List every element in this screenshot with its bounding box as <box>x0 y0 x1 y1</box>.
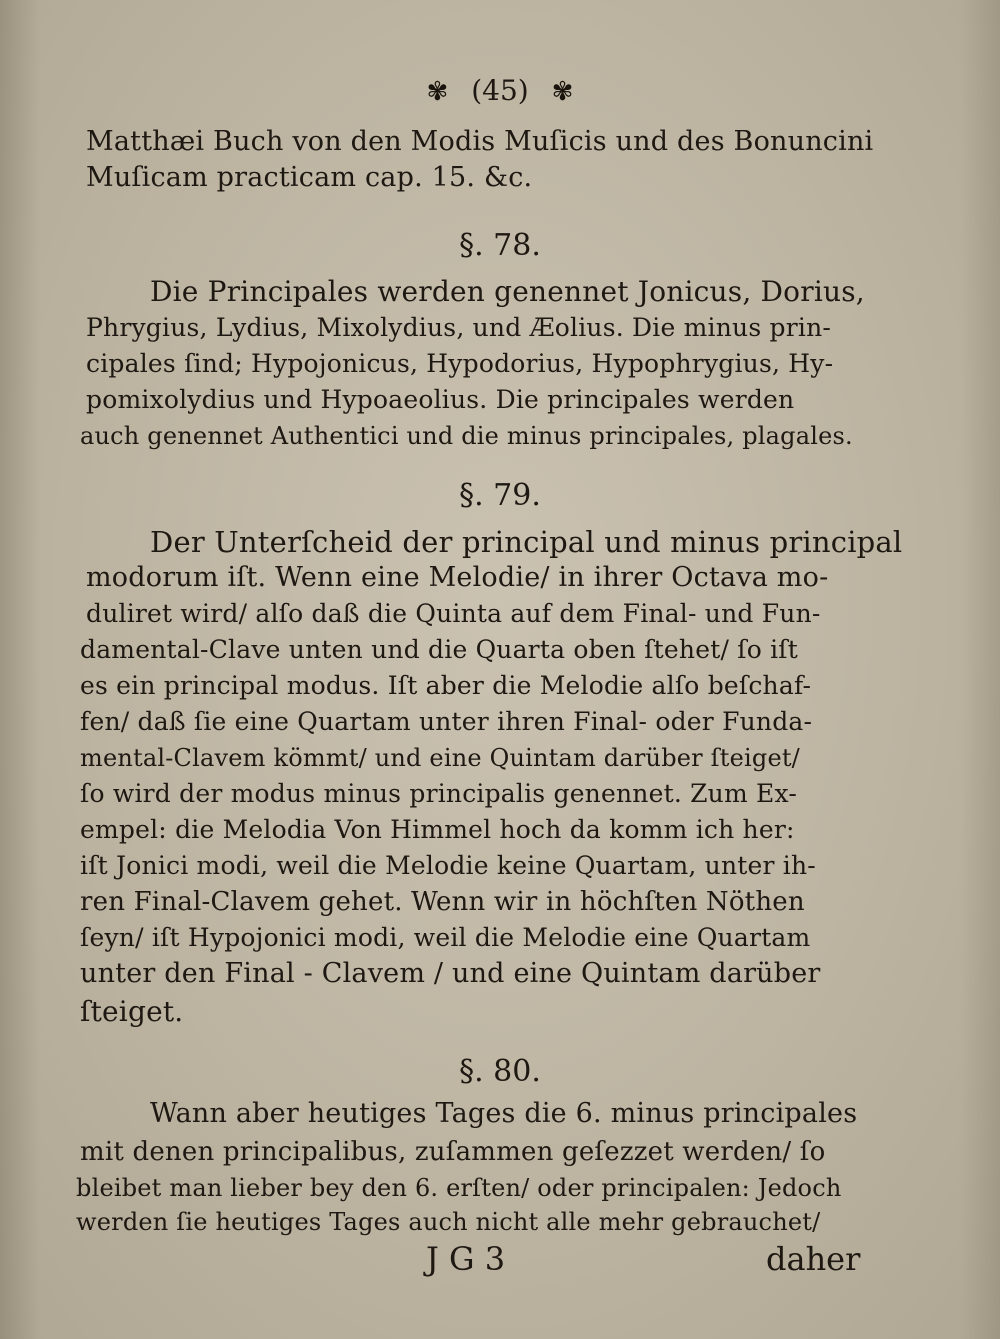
catchword: daher <box>766 1240 861 1278</box>
text-line: ſteiget. <box>80 995 184 1028</box>
text-line: Phrygius, Lydius, Mixolydius, und Æolius. Die minus prin- <box>86 313 832 342</box>
text-line: ren Final-Clavem gehet. Wenn wir in höchſten Nöthen <box>80 887 805 917</box>
page-number: (45) <box>471 74 529 107</box>
text-line: iſt Jonici modi, weil die Melodie keine Quartam, unter ih- <box>80 851 816 880</box>
page-header <box>0 74 1000 109</box>
text-line: unter den Final - Clavem / und eine Quintam darüber <box>80 958 821 989</box>
text-line: pomixolydius und Hypoaeolius. Die principales werden <box>86 385 795 414</box>
ornament-right-icon: ✾ <box>551 77 574 107</box>
text-line: damental-Clave unten und die Quarta oben ſtehet/ ſo iſt <box>80 635 798 664</box>
text-line: es ein principal modus. Iſt aber die Melodie alſo beſchaf- <box>80 671 812 700</box>
text-line: Die Principales werden genennet Jonicus, Dorius, <box>150 275 865 308</box>
section-heading: §. 79. <box>459 478 541 513</box>
text-line: Wann aber heutiges Tages die 6. minus principales <box>150 1098 858 1129</box>
text-line: bleibet man lieber bey den 6. erſten/ oder principalen: Jedoch <box>76 1174 842 1202</box>
text-line: cipales ſind; Hypojonicus, Hypodorius, Hypophrygius, Hy- <box>86 349 834 378</box>
page-edge-shadow-left <box>0 0 40 1339</box>
text-line: mental-Clavem kömmt/ und eine Quintam darüber ſteiget/ <box>80 744 800 772</box>
text-line: ſeyn/ iſt Hypojonici modi, weil die Melodie eine Quartam <box>80 923 811 952</box>
text-line: auch genennet Authentici und die minus principales, plagales. <box>80 422 853 450</box>
text-line: mit denen principalibus, zuſammen geſezzet werden/ ſo <box>80 1137 826 1167</box>
text-line: Matthæi Buch von den Modis Muſicis und des Bonuncini <box>86 126 874 157</box>
signature-mark: J G 3 <box>426 1240 506 1278</box>
text-line: Muſicam practicam cap. 15. &c. <box>86 162 533 193</box>
ornament-left-icon: ✾ <box>426 77 449 107</box>
text-line: werden ſie heutiges Tages auch nicht alle mehr gebrauchet/ <box>76 1208 821 1236</box>
section-heading: §. 80. <box>459 1054 541 1089</box>
text-line: modorum iſt. Wenn eine Melodie/ in ihrer Octava mo- <box>86 562 829 593</box>
text-line: empel: die Melodia Von Himmel hoch da komm ich her: <box>80 815 795 844</box>
text-line: ſo wird der modus minus principalis genennet. Zum Ex- <box>80 779 797 808</box>
text-line: duliret wird/ alſo daß die Quinta auf dem Final- und Fun- <box>86 599 821 628</box>
section-heading: §. 78. <box>459 228 541 263</box>
text-line: Der Unterſcheid der principal und minus principal <box>150 525 903 559</box>
page-edge-shadow-right <box>960 0 1000 1339</box>
text-line: fen/ daß ſie eine Quartam unter ihren Final- oder Funda- <box>80 707 813 736</box>
